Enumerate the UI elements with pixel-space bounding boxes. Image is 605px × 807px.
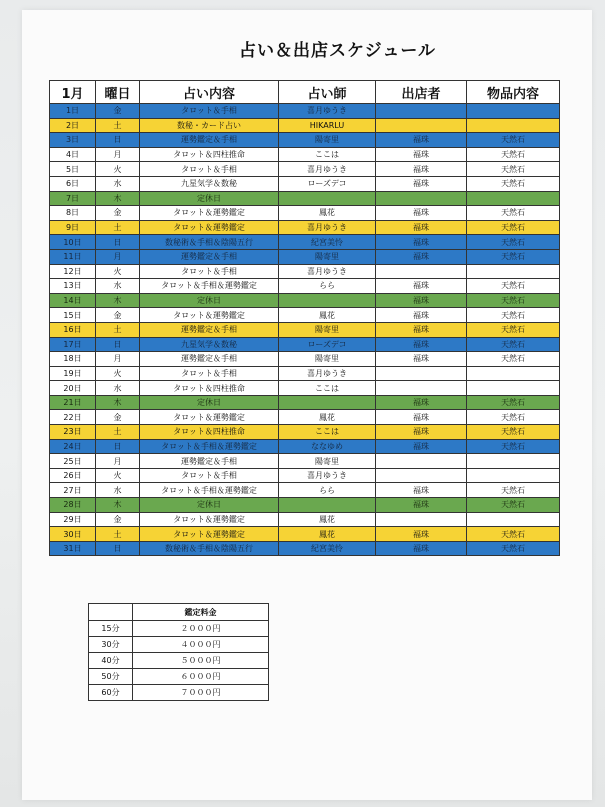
weekday-cell: 火	[96, 162, 140, 177]
fortune-teller-cell: 陽寄里	[279, 454, 376, 469]
header-month: 1月	[50, 81, 96, 104]
goods-cell: 天然石	[467, 147, 560, 162]
fee-duration-cell: 30分	[89, 637, 133, 653]
vendor-cell: 福珠	[376, 279, 467, 294]
goods-cell: 天然石	[467, 293, 560, 308]
date-cell: 16日	[50, 322, 96, 337]
weekday-cell: 木	[96, 191, 140, 206]
goods-cell: 天然石	[467, 425, 560, 440]
fortune-content-cell: 定休日	[140, 191, 279, 206]
header-vendor: 出店者	[376, 81, 467, 104]
goods-cell: 天然石	[467, 279, 560, 294]
vendor-cell	[376, 104, 467, 119]
weekday-cell: 火	[96, 366, 140, 381]
date-cell: 27日	[50, 483, 96, 498]
goods-cell: 天然石	[467, 395, 560, 410]
date-cell: 13日	[50, 279, 96, 294]
fortune-content-cell: タロット＆手相	[140, 366, 279, 381]
fee-row	[89, 685, 269, 701]
fortune-content-cell: 九星気学＆数秘	[140, 337, 279, 352]
date-cell: 30日	[50, 527, 96, 542]
schedule-row	[50, 147, 560, 162]
vendor-cell: 福珠	[376, 322, 467, 337]
schedule-row	[50, 162, 560, 177]
weekday-cell: 金	[96, 410, 140, 425]
schedule-row	[50, 337, 560, 352]
fortune-content-cell: 定休日	[140, 293, 279, 308]
fee-price-cell: ６０００円	[133, 669, 269, 685]
fortune-content-cell: 運勢鑑定＆手相	[140, 352, 279, 367]
vendor-cell: 福珠	[376, 176, 467, 191]
schedule-row	[50, 512, 560, 527]
vendor-cell: 福珠	[376, 527, 467, 542]
schedule-row	[50, 381, 560, 396]
header-fortune-content: 占い内容	[140, 81, 279, 104]
schedule-row	[50, 104, 560, 119]
vendor-cell: 福珠	[376, 162, 467, 177]
fee-row	[89, 669, 269, 685]
date-cell: 11日	[50, 249, 96, 264]
fortune-teller-cell: 陽寄里	[279, 249, 376, 264]
schedule-header-row	[50, 81, 560, 104]
fortune-content-cell: タロット＆手相	[140, 104, 279, 119]
schedule-row	[50, 220, 560, 235]
fee-duration-cell: 15分	[89, 621, 133, 637]
date-cell: 12日	[50, 264, 96, 279]
schedule-row	[50, 352, 560, 367]
fortune-content-cell: タロット＆手相＆運勢鑑定	[140, 439, 279, 454]
fortune-teller-cell: 陽寄里	[279, 133, 376, 148]
date-cell: 20日	[50, 381, 96, 396]
fortune-content-cell: タロット＆四柱推命	[140, 425, 279, 440]
date-cell: 21日	[50, 395, 96, 410]
weekday-cell: 日	[96, 541, 140, 556]
goods-cell: 天然石	[467, 206, 560, 221]
schedule-row	[50, 541, 560, 556]
fee-header-blank	[89, 604, 133, 621]
fee-row	[89, 637, 269, 653]
date-cell: 15日	[50, 308, 96, 323]
date-cell: 31日	[50, 541, 96, 556]
fortune-teller-cell: 陽寄里	[279, 322, 376, 337]
vendor-cell	[376, 264, 467, 279]
weekday-cell: 土	[96, 322, 140, 337]
date-cell: 29日	[50, 512, 96, 527]
goods-cell	[467, 104, 560, 119]
fortune-teller-cell: 鳳花	[279, 410, 376, 425]
goods-cell	[467, 468, 560, 483]
fee-duration-cell: 50分	[89, 669, 133, 685]
date-cell: 23日	[50, 425, 96, 440]
fortune-teller-cell: 鳳花	[279, 308, 376, 323]
fortune-teller-cell: 陽寄里	[279, 352, 376, 367]
fortune-teller-cell: 紀宮美怜	[279, 541, 376, 556]
date-cell: 3日	[50, 133, 96, 148]
date-cell: 24日	[50, 439, 96, 454]
fortune-teller-cell	[279, 395, 376, 410]
fortune-teller-cell	[279, 293, 376, 308]
date-cell: 7日	[50, 191, 96, 206]
weekday-cell: 水	[96, 279, 140, 294]
fortune-content-cell: 九星気学＆数秘	[140, 176, 279, 191]
date-cell: 26日	[50, 468, 96, 483]
schedule-row	[50, 454, 560, 469]
fortune-teller-cell	[279, 498, 376, 513]
weekday-cell: 水	[96, 483, 140, 498]
vendor-cell	[376, 191, 467, 206]
fee-row	[89, 653, 269, 669]
date-cell: 2日	[50, 118, 96, 133]
weekday-cell: 金	[96, 206, 140, 221]
fortune-teller-cell: 喜月ゆうき	[279, 162, 376, 177]
weekday-cell: 金	[96, 308, 140, 323]
goods-cell	[467, 191, 560, 206]
goods-cell: 天然石	[467, 410, 560, 425]
schedule-row	[50, 395, 560, 410]
vendor-cell: 福珠	[376, 352, 467, 367]
goods-cell: 天然石	[467, 439, 560, 454]
fee-header-label: 鑑定料金	[133, 604, 269, 621]
fortune-content-cell: タロット＆手相	[140, 264, 279, 279]
weekday-cell: 金	[96, 104, 140, 119]
fortune-teller-cell: 喜月ゆうき	[279, 366, 376, 381]
fee-price-cell: ５０００円	[133, 653, 269, 669]
weekday-cell: 火	[96, 468, 140, 483]
goods-cell: 天然石	[467, 498, 560, 513]
fee-price-cell: ４０００円	[133, 637, 269, 653]
weekday-cell: 木	[96, 293, 140, 308]
schedule-row	[50, 293, 560, 308]
schedule-row	[50, 308, 560, 323]
vendor-cell: 福珠	[376, 498, 467, 513]
goods-cell: 天然石	[467, 352, 560, 367]
page-title: 占い＆出店スケジュール	[239, 41, 436, 61]
goods-cell: 天然石	[467, 483, 560, 498]
date-cell: 4日	[50, 147, 96, 162]
goods-cell	[467, 366, 560, 381]
weekday-cell: 日	[96, 235, 140, 250]
schedule-row	[50, 366, 560, 381]
vendor-cell: 福珠	[376, 425, 467, 440]
vendor-cell: 福珠	[376, 249, 467, 264]
fortune-content-cell: タロット＆手相＆運勢鑑定	[140, 483, 279, 498]
fortune-teller-cell: 喜月ゆうき	[279, 104, 376, 119]
vendor-cell: 福珠	[376, 308, 467, 323]
goods-cell: 天然石	[467, 308, 560, 323]
schedule-row	[50, 468, 560, 483]
fee-price-cell: ７０００円	[133, 685, 269, 701]
fee-duration-cell: 40分	[89, 653, 133, 669]
schedule-row	[50, 118, 560, 133]
weekday-cell: 月	[96, 352, 140, 367]
fortune-teller-cell: 喜月ゆうき	[279, 220, 376, 235]
goods-cell: 天然石	[467, 322, 560, 337]
vendor-cell: 福珠	[376, 206, 467, 221]
weekday-cell: 火	[96, 264, 140, 279]
fortune-teller-cell	[279, 191, 376, 206]
fee-header-row	[89, 604, 269, 621]
fortune-teller-cell: 紀宮美怜	[279, 235, 376, 250]
fortune-content-cell: タロット＆運勢鑑定	[140, 410, 279, 425]
fortune-teller-cell: ローズデコ	[279, 337, 376, 352]
vendor-cell: 福珠	[376, 133, 467, 148]
date-cell: 1日	[50, 104, 96, 119]
schedule-row	[50, 439, 560, 454]
weekday-cell: 木	[96, 395, 140, 410]
weekday-cell: 水	[96, 381, 140, 396]
fortune-content-cell: 定休日	[140, 395, 279, 410]
fortune-content-cell: 数秘術＆手相＆陰陽五行	[140, 235, 279, 250]
weekday-cell: 月	[96, 454, 140, 469]
fortune-content-cell: タロット＆運勢鑑定	[140, 206, 279, 221]
goods-cell: 天然石	[467, 541, 560, 556]
vendor-cell: 福珠	[376, 235, 467, 250]
weekday-cell: 月	[96, 147, 140, 162]
fortune-teller-cell: 鳳花	[279, 527, 376, 542]
fee-price-cell: ２０００円	[133, 621, 269, 637]
fortune-content-cell: 運勢鑑定＆手相	[140, 249, 279, 264]
goods-cell	[467, 454, 560, 469]
goods-cell: 天然石	[467, 220, 560, 235]
weekday-cell: 日	[96, 439, 140, 454]
fortune-teller-cell: HIKARLU	[279, 118, 376, 133]
vendor-cell	[376, 454, 467, 469]
vendor-cell: 福珠	[376, 337, 467, 352]
schedule-row	[50, 176, 560, 191]
vendor-cell	[376, 366, 467, 381]
goods-cell	[467, 512, 560, 527]
weekday-cell: 金	[96, 512, 140, 527]
goods-cell: 天然石	[467, 235, 560, 250]
vendor-cell	[376, 118, 467, 133]
weekday-cell: 木	[96, 498, 140, 513]
fortune-teller-cell: ななゆめ	[279, 439, 376, 454]
date-cell: 18日	[50, 352, 96, 367]
schedule-row	[50, 410, 560, 425]
fortune-content-cell: 運勢鑑定＆手相	[140, 454, 279, 469]
fortune-content-cell: タロット＆四柱推命	[140, 147, 279, 162]
fortune-content-cell: タロット＆手相	[140, 162, 279, 177]
vendor-cell: 福珠	[376, 410, 467, 425]
weekday-cell: 土	[96, 527, 140, 542]
fortune-content-cell: タロット＆運勢鑑定	[140, 308, 279, 323]
fee-row	[89, 621, 269, 637]
schedule-row	[50, 279, 560, 294]
fortune-content-cell: タロット＆手相＆運勢鑑定	[140, 279, 279, 294]
weekday-cell: 土	[96, 220, 140, 235]
fortune-teller-cell: らら	[279, 279, 376, 294]
goods-cell: 天然石	[467, 162, 560, 177]
fortune-content-cell: 数秘・カード占い	[140, 118, 279, 133]
date-cell: 17日	[50, 337, 96, 352]
fortune-teller-cell: らら	[279, 483, 376, 498]
header-goods: 物品内容	[467, 81, 560, 104]
fortune-teller-cell: ここは	[279, 147, 376, 162]
date-cell: 10日	[50, 235, 96, 250]
vendor-cell: 福珠	[376, 483, 467, 498]
schedule-row	[50, 133, 560, 148]
fortune-teller-cell: 鳳花	[279, 512, 376, 527]
date-cell: 28日	[50, 498, 96, 513]
goods-cell: 天然石	[467, 176, 560, 191]
weekday-cell: 日	[96, 337, 140, 352]
weekday-cell: 水	[96, 176, 140, 191]
date-cell: 25日	[50, 454, 96, 469]
vendor-cell: 福珠	[376, 541, 467, 556]
vendor-cell: 福珠	[376, 395, 467, 410]
date-cell: 22日	[50, 410, 96, 425]
weekday-cell: 土	[96, 425, 140, 440]
fortune-teller-cell: 喜月ゆうき	[279, 264, 376, 279]
goods-cell: 天然石	[467, 337, 560, 352]
vendor-cell	[376, 468, 467, 483]
fortune-content-cell: タロット＆運勢鑑定	[140, 527, 279, 542]
date-cell: 5日	[50, 162, 96, 177]
schedule-row	[50, 264, 560, 279]
date-cell: 14日	[50, 293, 96, 308]
goods-cell: 天然石	[467, 249, 560, 264]
schedule-table	[49, 80, 560, 556]
goods-cell	[467, 118, 560, 133]
schedule-row	[50, 322, 560, 337]
fortune-content-cell: 運勢鑑定＆手相	[140, 322, 279, 337]
date-cell: 6日	[50, 176, 96, 191]
fee-duration-cell: 60分	[89, 685, 133, 701]
goods-cell: 天然石	[467, 133, 560, 148]
vendor-cell: 福珠	[376, 439, 467, 454]
fortune-teller-cell: 鳳花	[279, 206, 376, 221]
fortune-teller-cell: ここは	[279, 425, 376, 440]
fortune-teller-cell: ここは	[279, 381, 376, 396]
goods-cell	[467, 381, 560, 396]
vendor-cell: 福珠	[376, 220, 467, 235]
schedule-row	[50, 527, 560, 542]
schedule-row	[50, 235, 560, 250]
schedule-row	[50, 206, 560, 221]
date-cell: 9日	[50, 220, 96, 235]
schedule-row	[50, 425, 560, 440]
fortune-content-cell: 運勢鑑定＆手相	[140, 133, 279, 148]
vendor-cell	[376, 512, 467, 527]
schedule-row	[50, 249, 560, 264]
weekday-cell: 日	[96, 133, 140, 148]
fortune-content-cell: タロット＆四柱推命	[140, 381, 279, 396]
fortune-content-cell: タロット＆運勢鑑定	[140, 512, 279, 527]
vendor-cell: 福珠	[376, 293, 467, 308]
header-weekday: 曜日	[96, 81, 140, 104]
fortune-content-cell: タロット＆運勢鑑定	[140, 220, 279, 235]
fortune-teller-cell: ローズデコ	[279, 176, 376, 191]
fortune-content-cell: タロット＆手相	[140, 468, 279, 483]
fortune-content-cell: 数秘術＆手相＆陰陽五行	[140, 541, 279, 556]
date-cell: 8日	[50, 206, 96, 221]
vendor-cell	[376, 381, 467, 396]
fortune-content-cell: 定休日	[140, 498, 279, 513]
schedule-row	[50, 483, 560, 498]
vendor-cell: 福珠	[376, 147, 467, 162]
goods-cell	[467, 264, 560, 279]
goods-cell: 天然石	[467, 527, 560, 542]
weekday-cell: 月	[96, 249, 140, 264]
date-cell: 19日	[50, 366, 96, 381]
schedule-row	[50, 191, 560, 206]
fee-table	[88, 603, 269, 701]
header-fortune-teller: 占い師	[279, 81, 376, 104]
weekday-cell: 土	[96, 118, 140, 133]
schedule-row	[50, 498, 560, 513]
fortune-teller-cell: 喜月ゆうき	[279, 468, 376, 483]
